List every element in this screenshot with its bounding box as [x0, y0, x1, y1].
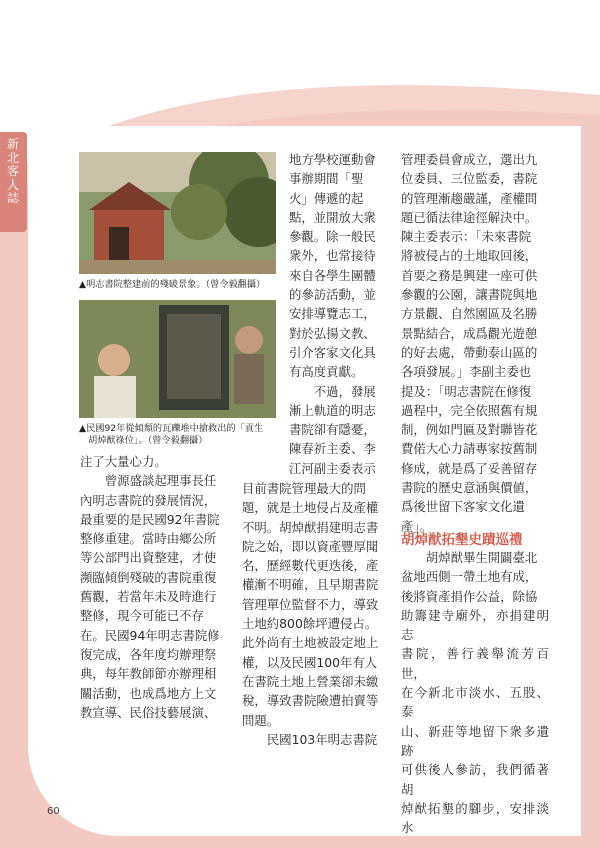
paragraph-line: 書院，善行義舉流芳百世，: [401, 646, 549, 681]
page-number: 60: [47, 806, 60, 817]
photo-caption-2-line2: 胡焯猷祿位」。（曾令毅翻攝）: [88, 435, 208, 446]
paragraph-line: 的好去處，帶動泰山區的: [401, 344, 538, 360]
paragraph-line: 安排導覽志工，: [289, 306, 376, 322]
paragraph-line: 在。民國94年明志書院修: [80, 627, 220, 643]
paragraph-line: 費偌大心力請專家按舊制: [401, 441, 538, 457]
photo-caption-1: ▲明志書院整建前的殘破景象。（曾令毅翻攝）: [79, 279, 266, 290]
paragraph-line: 參觀的公園，讓書院與地: [401, 287, 538, 303]
paragraph-line: 瀕臨傾倒殘破的書院重復: [80, 569, 217, 585]
paragraph-line: 在書院土地上營業卻未繳: [242, 673, 379, 689]
paragraph-line: 名，歷經數代更迭後，產: [242, 558, 379, 574]
photo-ruined-academy: [79, 152, 276, 274]
paragraph-line: 修成，就是爲了妥善留存: [401, 460, 538, 476]
paragraph-line: 管理委員會成立，選出九: [401, 152, 538, 167]
photo-caption-2-line1: ▲民國92年從傾頹的瓦礫堆中搶救出的「貢生: [79, 423, 264, 434]
paragraph-line: 舊觀，若當年未及時進行: [80, 589, 217, 605]
paragraph-line: 首要之務是興建一座可供: [401, 267, 538, 283]
paragraph-line: 江河副主委表示: [289, 460, 376, 476]
paragraph-line: 關活動，也成爲地方上文: [80, 685, 217, 701]
paragraph-line: 此外尚有土地被設定地上: [242, 635, 379, 651]
paragraph-line: 最重要的是民國92年書院: [80, 511, 220, 527]
paragraph-line: 教宣導、民俗技藝展演、: [80, 704, 217, 720]
paragraph-line: 參觀。除一般民: [289, 229, 376, 245]
paragraph-line: 等公部門出資整建，才使: [80, 550, 217, 566]
paragraph-line: 有高度貢獻。: [289, 364, 364, 380]
paragraph-line: 火」傳遞的起: [289, 190, 364, 206]
paragraph-line: 民國103年明志書院: [266, 731, 378, 747]
photo-tablet-rescue-image: [79, 300, 276, 418]
paragraph-line: 管理單位監督不力，導致: [242, 596, 379, 612]
paragraph-line: 整修，現今可能已不存: [80, 608, 204, 624]
paragraph-line: 產」。: [401, 518, 432, 534]
text-column-1: [80, 452, 230, 722]
paragraph-line: 焯猷拓墾的腳步，安排淡水: [401, 800, 549, 836]
paragraph-line: 不明。胡焯猷捐建明志書: [242, 519, 379, 535]
paragraph-line: 典，每年教師節亦辦理相: [80, 666, 217, 682]
paragraph-line: 景點結合，成爲觀光遊憩: [401, 325, 538, 341]
paragraph-line: 事辦期間「聖: [289, 171, 364, 187]
paragraph-line: 整修重建。當時由鄉公所: [80, 531, 217, 547]
paragraph-line: 陳春祈主委、李: [289, 441, 376, 457]
paragraph-line: 提及：「明志書院在修復: [401, 383, 532, 399]
paragraph-line: 將被侵占的土地取回後，: [401, 248, 538, 264]
paragraph-line: 制，例如門匾及對聯皆花: [401, 422, 538, 438]
section-heading: 胡焯猷拓墾史蹟巡禮: [401, 532, 523, 548]
paragraph-line: 權漸不明確，且早期書院: [242, 577, 379, 593]
paragraph-line: 胡焯猷畢生開闢臺北: [425, 550, 538, 565]
paragraph-line: 的管理漸趨嚴謹，產權問: [401, 190, 538, 206]
paragraph-line: 漸上軌道的明志: [289, 402, 376, 418]
paragraph-line: 地方學校運動會: [289, 152, 376, 167]
paragraph-line: 稅，導致書院險遭拍賣等: [242, 693, 379, 709]
paragraph-line: 位委員、三位監委，書院: [401, 171, 538, 187]
paragraph-line: 方景觀、自然園區及名勝: [401, 306, 538, 322]
paragraph-line: 注了大量心力。: [80, 454, 167, 469]
paragraph-line: 陳主委表示：「未來書院: [401, 229, 532, 245]
paragraph-line: 可供後人參訪，我們循著胡: [401, 762, 549, 797]
paragraph-line: 引介客家文化具: [289, 344, 376, 360]
text-column-2-bottom: [242, 479, 390, 749]
paragraph-line: 曾源盛談起理事長任: [104, 473, 217, 489]
text-column-3-top: [401, 150, 549, 536]
paragraph-line: 書院的歷史意涵與價値，: [401, 480, 538, 496]
paragraph-line: 過程中，完全依照舊有規: [401, 402, 538, 418]
paragraph-line: 各項發展。」李副主委也: [401, 364, 532, 380]
photo-ruined-academy-image: [79, 152, 276, 274]
paragraph-line: 來自各學生團體: [289, 267, 376, 283]
paragraph-line: 題已循法律途徑解決中。: [401, 209, 538, 225]
paragraph-line: 不過，發展: [313, 383, 376, 399]
paragraph-line: 題，就是土地侵占及產權: [242, 500, 379, 516]
paragraph-line: 後將資產捐作公益，除協: [401, 588, 538, 604]
paragraph-line: 在今新北市淡水、五股、泰: [401, 685, 549, 720]
photo-tablet-rescue: [79, 300, 276, 418]
paragraph-line: 院之始，即以資產豐厚聞: [242, 538, 379, 554]
paragraph-line: 復完成，各年度均辦理祭: [80, 646, 217, 662]
paragraph-line: 權，以及民國100年有人: [242, 654, 378, 670]
text-column-2-top: [289, 150, 387, 478]
paragraph-line: 目前書院管理最大的問: [242, 481, 366, 496]
paragraph-line: 山、新莊等地留下衆多遺跡: [401, 723, 549, 758]
paragraph-line: 盆地西側一帶土地有成，: [401, 569, 538, 585]
paragraph-line: 土地約800餘坪遭侵占。: [242, 616, 378, 632]
paragraph-line: 問題。: [242, 712, 280, 728]
paragraph-line: 點，並開放大衆: [289, 209, 376, 225]
paragraph-line: 衆外，也常接待: [289, 248, 376, 264]
section-label: 新北客人誌: [6, 137, 19, 205]
photo-caption-2: [79, 423, 289, 447]
paragraph-line: 的參訪活動，並: [289, 287, 376, 303]
paragraph-line: 助籌建寺廟外，亦捐建明志: [401, 607, 549, 643]
text-column-3-bottom: [401, 548, 549, 837]
paragraph-line: 爲後世留下客家文化遺: [401, 499, 525, 515]
paragraph-line: 對於弘揚文教、: [289, 325, 376, 341]
paragraph-line: 書院卻有隱憂，: [289, 422, 376, 438]
paragraph-line: 內明志書院的發展情況，: [80, 492, 217, 508]
